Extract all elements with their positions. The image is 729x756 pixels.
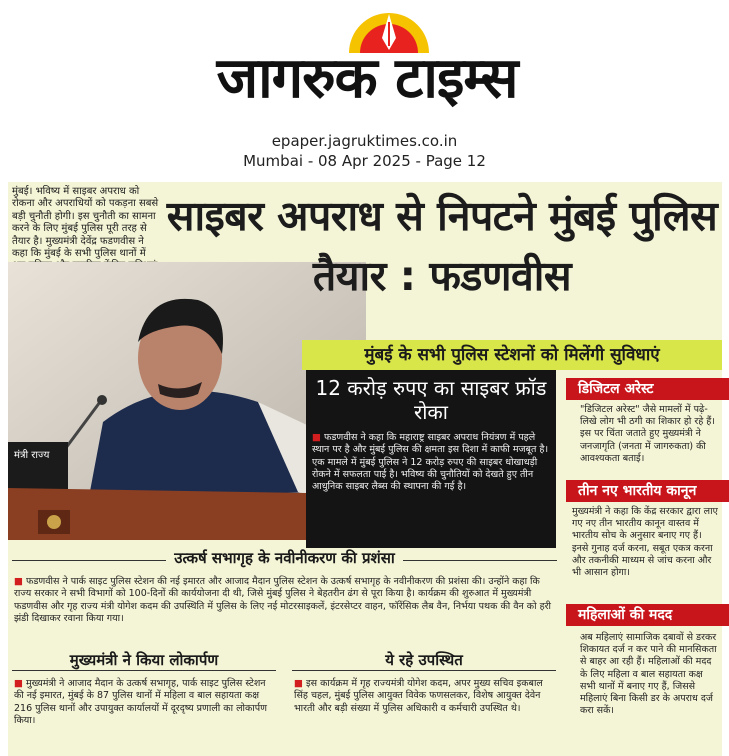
section-heading-attendees: ये रहे उपस्थित — [292, 650, 556, 671]
cyber-fraud-title: 12 करोड़ रुपए का साइबर फ्रॉड रोका — [315, 376, 547, 424]
sidebar-heading-women-help: महिलाओं की मदद — [566, 604, 729, 626]
sidebar-body-digital-arrest: "डिजिटल अरेस्ट" जैसे मामलों में पढ़े-लिखे लोग भी ठगी का शिकार हो रहे हैं। इस पर चिंता जताते हुए मुख्यमंत्री ने जनजागृति (जनता में जागरुकता) की आवश्यकता बताई। — [580, 404, 715, 464]
subheadline: मुंबई के सभी पुलिस स्टेशनों को मिलेंगी सुविधाएं — [364, 345, 660, 365]
cyber-fraud-body — [312, 432, 550, 493]
section-text-inauguration: मुख्यमंत्री ने आजाद मैदान के उत्कर्ष सभागृह, पार्क साइट पुलिस स्टेशन की नई इमारत, मुंबई के 87 पुलिस थानों में महिला व बाल सहायता कक्ष 216 पुलिस थानों और उपायुक्त कार्यालयों में दूरदृष्य प्रणाली का लोकार्पण किया। — [14, 678, 267, 726]
headline: साइबर अपराध से निपटने मुंबई पुलिस तैयार : फडणवीस — [166, 192, 718, 300]
masthead-title: जागरुक टाइम्स — [216, 46, 518, 111]
section-body-renovation — [14, 576, 559, 625]
article-intro: मुंबई। भविष्य में साइबर अपराध को रोकना और अपराधियों को पकड़ना सबसे बड़ी चुनौती होगी। इस चुनौती का सामना करने के लिए मुंबई पुलिस पूरी तरह से तैयार है। मुख्यमंत्री देवेंद्र फडणवीस ने कहा कि मुंबई के सभी पुलिस थानों में — [12, 186, 159, 260]
edition-info: Mumbai - 08 Apr 2025 - Page 12 — [243, 152, 486, 170]
section-heading-renovation — [12, 548, 557, 568]
bullet-icon: ■ — [14, 678, 26, 689]
nameplate-text: मंत्री राज्य — [14, 450, 50, 461]
section-text-renovation: फडणवीस ने पार्क साइट पुलिस स्टेशन की नई इमारत और आजाद मैदान पुलिस स्टेशन के उत्कर्ष सभागृह के नवीनीकरण की प्रशंसा की। उन्होंने कहा कि राज्य सरकार ने सभी विभागों को 100-दिनों की कार्ययोजना दी थी, जिसे मुंबई पुलिस ने बेहतरीन ढंग से पूरा किया है। कार्यक्रम की शुरुआत में मुख्यमंत्री फडणवीस और गृह राज्य मंत्री योगेश कदम की उपस्थिति में पुलिस के लिए नई मोटरसाइकलें, इंटरसेप्टर वाहन, फॉरेंसिक लैब वैन, निर्भया पथक की वैन को हरी झंडी दिखाकर रवाना किया गया। — [14, 576, 551, 624]
bullet-icon: ■ — [14, 576, 26, 587]
section-body-attendees — [294, 678, 556, 715]
sidebar-body-new-laws: मुख्यमंत्री ने कहा कि केंद्र सरकार द्वारा लाए गए नए तीन भारतीय कानून वास्तव में भारतीय सोच के अनुसार बनाए गए हैं। इनसे गुनाह दर्ज करना, सबूत एकत्र करना और तकनीकी माध्यम से जांच करना और भी आसान होगा। — [572, 506, 718, 579]
section-text-attendees: इस कार्यक्रम में गृह राज्यमंत्री योगेश कदम, अपर मुख्य सचिव इकबाल सिंह चहल, मुंबई पुलिस आयुक्त विवेक फणसलकर, विशेष आयुक्त देवेन भारती और बड़ी संख्या में पुलिस अधिकारी व कर्मचारी उपस्थित थे। — [294, 678, 543, 714]
epaper-url[interactable]: epaper.jagruktimes.co.in — [271, 132, 458, 150]
subheadline-bar — [302, 340, 722, 370]
section-body-inauguration — [14, 678, 278, 727]
sidebar-heading-new-laws: तीन नए भारतीय कानून — [566, 480, 729, 502]
bullet-icon: ■ — [294, 678, 306, 689]
sidebar-heading-digital-arrest: डिजिटल अरेस्ट — [566, 378, 729, 400]
section-heading-renovation-text: उत्कर्ष सभागृह के नवीनीकरण की प्रशंसा — [166, 549, 403, 567]
cyber-fraud-text: फडणवीस ने कहा कि महाराष्ट्र साइबर अपराध नियंत्रण में पहले स्थान पर है और मुंबई पुलिस की क्षमता इस दिशा में काफी मजबूत है। एक मामले में मुंबई पुलिस ने 12 करोड़ रुपए की साइबर धोखाधड़ी रोकने में सफलता पाई है। भविष्य की चुनौतियों को देखते हुए तीन आधुनिक साइबर लैब्स की स्थापना की गई है। — [312, 432, 549, 493]
section-heading-inauguration: मुख्यमंत्री ने किया लोकार्पण — [12, 650, 276, 671]
bullet-icon: ■ — [312, 432, 324, 443]
sidebar-body-women-help: अब महिलाएं सामाजिक दबावों से डरकर शिकायत दर्ज न कर पाने की मानसिकता से बाहर आ रही हैं। महिलाओं की मदद के लिए महिला व बाल सहायता कक्ष सभी थानों में बनाए गए हैं, जिससे महिलाएं बिना किसी डर के अपराध दर्ज करा सकें। — [580, 632, 717, 717]
